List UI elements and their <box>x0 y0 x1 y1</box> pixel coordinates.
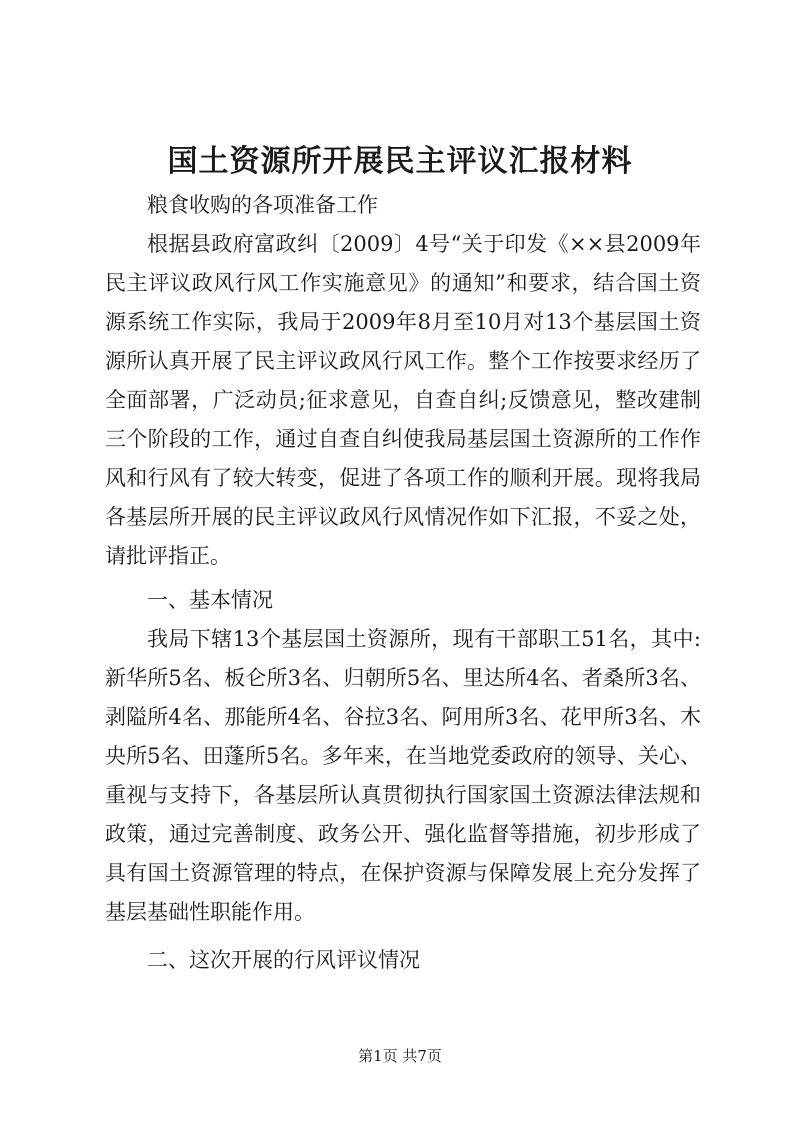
document-body <box>105 186 701 980</box>
paragraph-basic-situation: 我局下辖13个基层国土资源所，现有干部职工51名，其中:新华所5名、板仑所3名、归朝所5名、里达所4名、者桑所3名、剥隘所4名、那能所4名、谷拉3名、阿用所3名、花甲所3名、木央所5名、田蓬所5名。多年来，在当地党委政府的领导、关心、重视与支持下，各基层所认真贯彻执行国家国土资源法律法规和政策，通过完善制度、政务公开、强化监督等措施，初步形成了具有国土资源管理的特点，在保护资源与保障发展上充分发挥了基层基础性职能作用。 <box>105 627 701 924</box>
page-indicator: 第1页 共7页 <box>358 1047 442 1065</box>
paragraph-intro: 根据县政府富政纠〔2009〕4号“关于印发《××县2009年民主评议政风行风工作实施意见》的通知”和要求，结合国土资源系统工作实际，我局于2009年8月至10月对13个基层国土资源所认真开展了民主评议政风行风工作。整个工作按要求经历了全面部署，广泛动员;征求意见，自查自纠;反馈意见，整改建制三个阶段的工作，通过自查自纠使我局基层国土资源所的工作作风和行风有了较大转变，促进了各项工作的顺利开展。现将我局各基层所开展的民主评议政风行风情况作如下汇报，不妥之处，请批评指正。 <box>105 232 701 568</box>
section-heading-basic: 一、基本情况 <box>147 588 273 612</box>
section-heading-review: 二、这次开展的行风评议情况 <box>147 948 420 972</box>
paragraph-preparation: 粮食收购的各项准备工作 <box>147 193 378 217</box>
document-title: 国土资源所开展民主评议汇报材料 <box>167 144 633 179</box>
